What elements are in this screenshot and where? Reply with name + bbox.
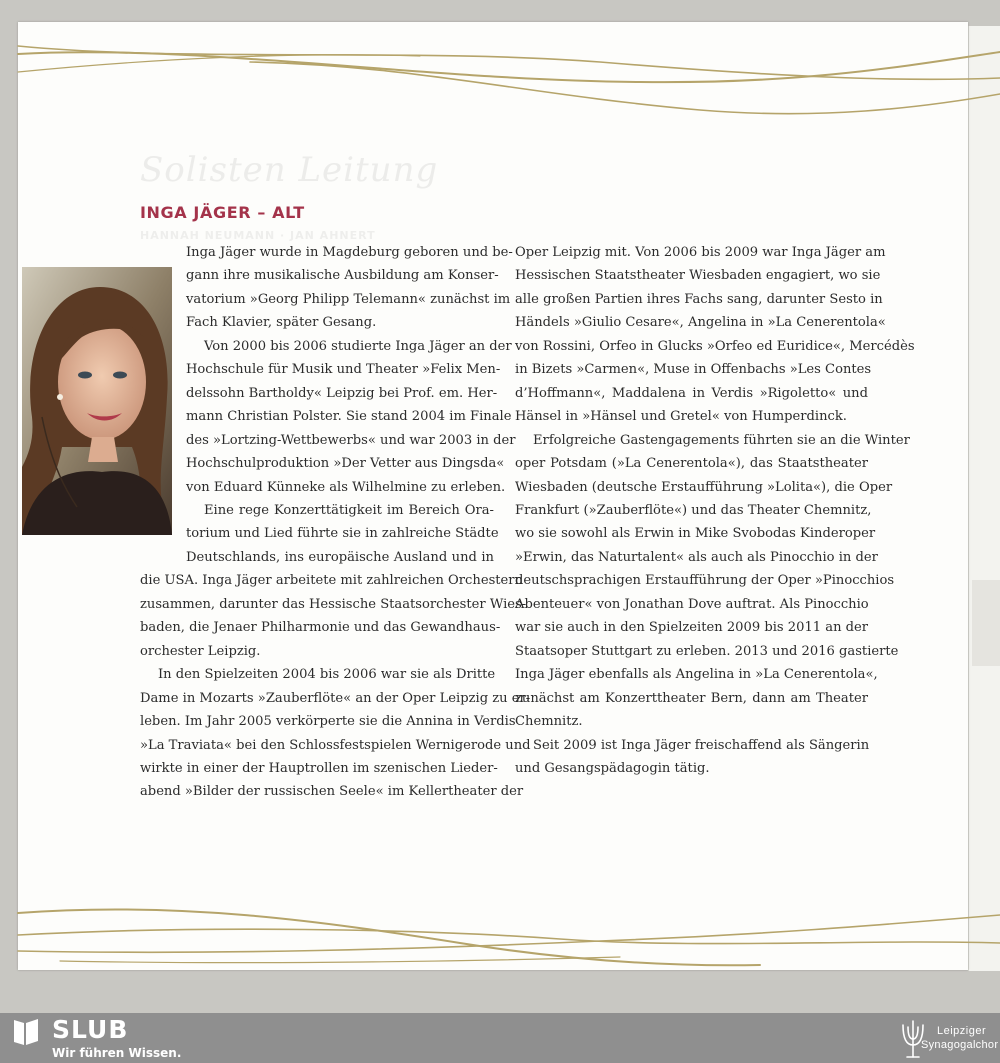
text-line: abend »Bilder der russischen Seele« im Kellertheater der: [140, 784, 524, 800]
gold-wave-bottom-decoration: [0, 895, 1000, 975]
show-through-subtitle: HANNAH NEUMANN · JAN AHNERT: [140, 229, 376, 242]
text-line: mann Christian Polster. Sie stand 2004 im Finale: [186, 409, 512, 425]
text-line: Dame in Mozarts »Zauberflöte« an der Oper Leipzig zu er-: [140, 690, 531, 706]
text-line: und Gesangspädagogin tätig.: [515, 760, 710, 776]
slub-logo-text: SLUB: [52, 1015, 129, 1044]
text-line: Chemnitz.: [515, 714, 583, 730]
text-column-right: [515, 241, 915, 780]
text-line: oper Potsdam (»La Cenerentola«), das Staatstheater: [515, 456, 868, 472]
show-through-title: Solisten Leitung: [140, 150, 439, 190]
text-line: In den Spielzeiten 2004 bis 2006 war sie als Dritte: [158, 667, 496, 683]
text-line: zusammen, darunter das Hessische Staatsorchester Wies-: [140, 596, 527, 612]
text-line: Inga Jäger wurde in Magdeburg geboren und be-: [186, 245, 513, 260]
partner-name-line-1: Leipziger: [937, 1025, 987, 1037]
text-line: Erfolgreiche Gastengagements führten sie an die Winter: [533, 432, 910, 448]
text-line: Inga Jäger ebenfalls als Angelina in »La Cenerentola«,: [515, 667, 878, 683]
text-line: in Bizets »Carmen«, Muse in Offenbachs »Les Contes: [515, 362, 872, 378]
text-line: »Erwin, das Naturtalent« als auch als Pinocchio in der: [515, 549, 878, 565]
text-line: Von 2000 bis 2006 studierte Inga Jäger an der: [204, 338, 512, 354]
text-line: Frankfurt (»Zauberflöte«) und das Theater Chemnitz,: [515, 502, 872, 518]
text-line: Hessischen Staatstheater Wiesbaden engagiert, wo sie: [515, 268, 881, 284]
text-line: Seit 2009 ist Inga Jäger freischaffend als Sängerin: [533, 737, 870, 753]
text-line: Staatsoper Stuttgart zu erleben. 2013 und 2016 gastierte: [515, 643, 899, 659]
text-line: baden, die Jenaer Philharmonie und das Gewandhaus-: [140, 620, 501, 636]
text-line: Wiesbaden (deutsche Erstaufführung »Lolita«), die Oper: [515, 479, 893, 495]
text-line: die USA. Inga Jäger arbeitete mit zahlreichen Orchestern: [140, 573, 523, 589]
gold-wave-top-decoration: [0, 22, 1000, 132]
footer-bar: [0, 1013, 1000, 1063]
text-line: von Eduard Künneke als Wilhelmine zu erleben.: [186, 479, 506, 495]
next-page-tab: [972, 580, 1000, 666]
text-line: wirkte in einer der Hauptrollen im szenischen Lieder-: [140, 760, 498, 776]
text-line: des »Lortzing-Wettbewerbs« und war 2003 in der: [186, 432, 516, 448]
text-line: Abenteuer« von Jonathan Dove auftrat. Als Pinocchio: [515, 596, 869, 612]
text-line: Hänsel in »Hänsel und Gretel« von Humperdinck.: [515, 409, 847, 425]
text-line: orchester Leipzig.: [140, 643, 261, 659]
text-line: alle großen Partien ihres Fachs sang, darunter Sesto in: [515, 291, 883, 307]
text-line: gann ihre musikalische Ausbildung am Konser-: [186, 268, 499, 284]
text-line: Deutschlands, ins europäische Ausland und in: [186, 549, 494, 565]
menorah-icon: [898, 1015, 928, 1061]
text-line: »La Traviata« bei den Schlossfestspielen Wernigerode und: [140, 737, 531, 753]
text-line: Hochschulproduktion »Der Vetter aus Dingsda«: [186, 456, 505, 472]
text-line: torium und Lied führte sie in zahlreiche Städte: [186, 526, 499, 542]
text-line: d’Hoffmann«, Maddalena in Verdis »Rigoletto« und: [515, 385, 868, 401]
text-line: Hochschule für Musik und Theater »Felix Men-: [186, 362, 501, 378]
slub-tagline: Wir führen Wissen.: [52, 1046, 182, 1060]
text-line: wo sie sowohl als Erwin in Mike Svobodas Kinderoper: [515, 526, 876, 542]
text-line: Eine rege Konzerttätigkeit im Bereich Ora-: [204, 502, 494, 518]
text-line: war sie auch in den Spielzeiten 2009 bis 2011 an der: [515, 620, 869, 636]
text-line: vatorium »Georg Philipp Telemann« zunächst im: [186, 291, 511, 307]
text-line: von Rossini, Orfeo in Glucks »Orfeo ed Euridice«, Mercédès: [515, 338, 915, 354]
text-column-left: [140, 241, 531, 804]
next-page-edge: [968, 26, 1000, 971]
text-line: zunächst am Konzerttheater Bern, dann am Theater: [515, 690, 868, 706]
partner-name-line-2: Synagogalchor: [921, 1039, 999, 1051]
text-line: Fach Klavier, später Gesang.: [186, 315, 377, 331]
slub-book-icon: [12, 1017, 40, 1047]
text-line: Oper Leipzig mit. Von 2006 bis 2009 war Inga Jäger am: [515, 245, 886, 260]
article-heading: INGA JÄGER – ALT: [140, 203, 305, 222]
text-line: deutschsprachigen Erstaufführung der Oper »Pinocchios: [515, 573, 895, 589]
text-line: delssohn Bartholdy« Leipzig bei Prof. em. Her-: [186, 385, 498, 401]
text-line: leben. Im Jahr 2005 verkörperte sie die Annina in Verdis: [140, 714, 516, 730]
text-line: Händels »Giulio Cesare«, Angelina in »La Cenerentola«: [515, 315, 886, 331]
